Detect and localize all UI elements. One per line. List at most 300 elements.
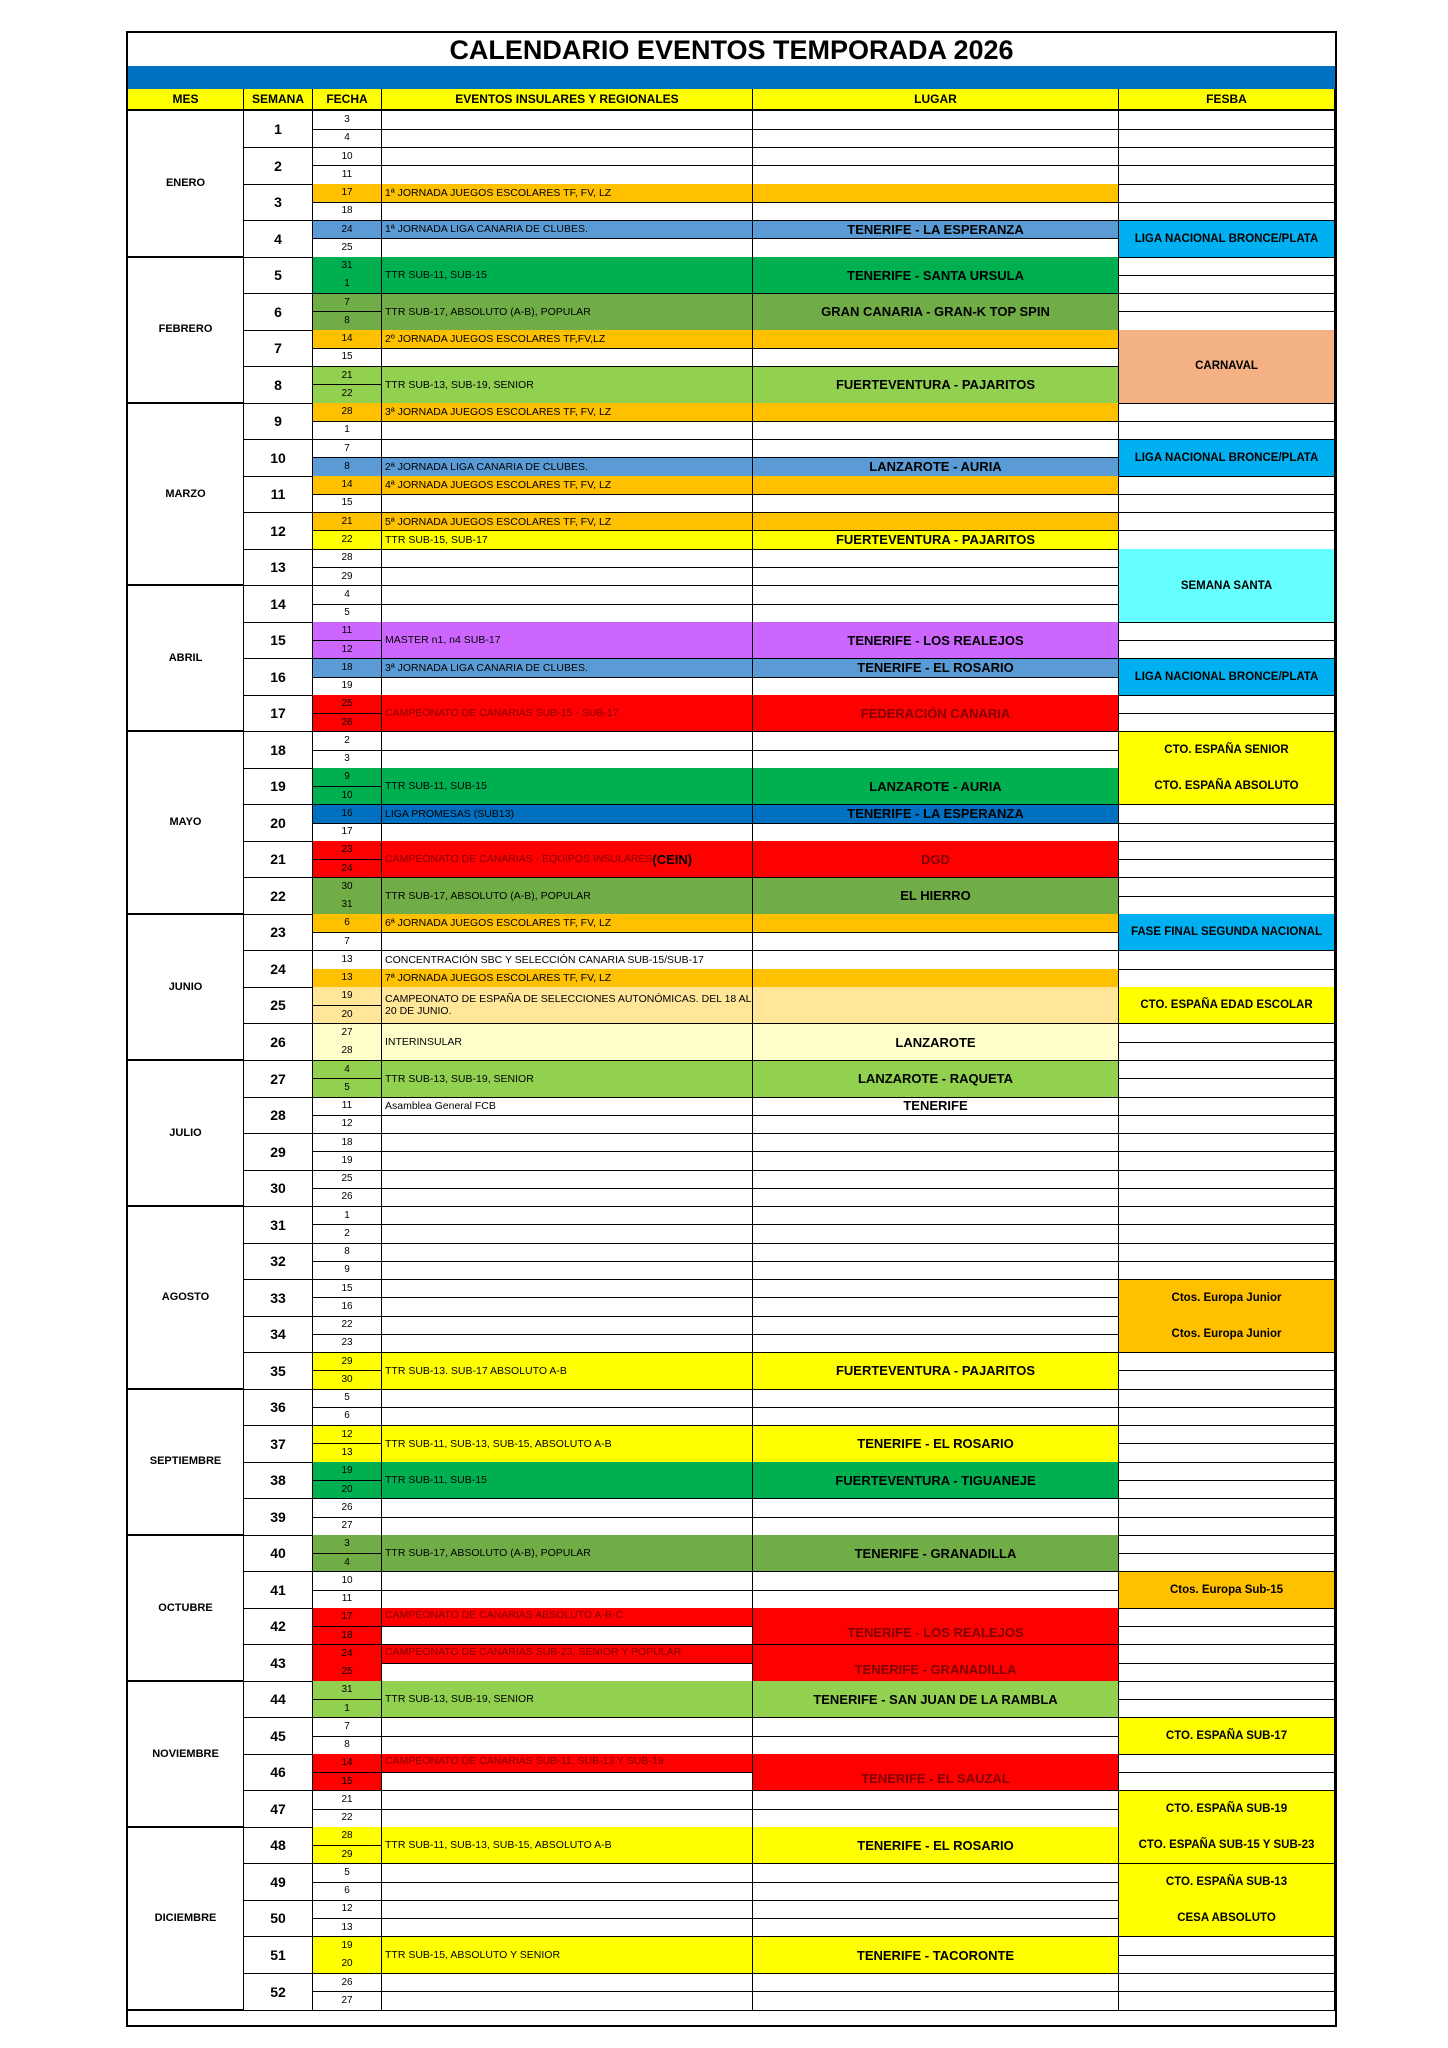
- week-number: 52: [244, 1974, 313, 2011]
- fesba-cell: LIGA NACIONAL BRONCE/PLATA: [1119, 221, 1335, 258]
- week-number: 28: [244, 1097, 313, 1134]
- week-number: 37: [244, 1426, 313, 1463]
- event-empty: [382, 1809, 753, 1828]
- event-empty: [382, 1882, 753, 1901]
- event-cell: 4ª JORNADA JUEGOS ESCOLARES TF, FV, LZ: [382, 476, 753, 495]
- fesba-empty: [1119, 129, 1335, 148]
- event-cell: TTR SUB-17, ABSOLUTO (A-B), POPULAR: [382, 878, 753, 915]
- event-empty: [382, 568, 753, 587]
- fesba-cell: SEMANA SANTA: [1119, 549, 1335, 623]
- fesba-empty: [1119, 1681, 1335, 1700]
- event-empty: [382, 1170, 753, 1189]
- event-empty: [382, 111, 753, 130]
- fesba-empty: [1119, 805, 1335, 824]
- calendar-sheet: [126, 31, 1337, 2027]
- event-cell: CONCENTRACIÓN SBC Y SELECCIÓN CANARIA SUB-15/SUB-17: [382, 951, 753, 970]
- event-cell: CAMPEONATO DE CANARIAS SUB-15 - SUB-17: [382, 695, 753, 732]
- lugar-cell: LANZAROTE - AURIA: [753, 458, 1119, 477]
- lugar-empty: [753, 568, 1119, 587]
- lugar-cell: FUERTEVENTURA - TIGUANEJE: [753, 1462, 1119, 1499]
- event-cell: TTR SUB-11, SUB-15: [382, 768, 753, 805]
- fesba-empty: [1119, 1152, 1335, 1171]
- fesba-empty: [1119, 1535, 1335, 1554]
- week-number: 4: [244, 221, 313, 258]
- date-cell: 13: [313, 969, 382, 988]
- date-cell: 7: [313, 1718, 382, 1737]
- date-cell: 10: [313, 148, 382, 167]
- fesba-empty: [1119, 1517, 1335, 1536]
- fesba-empty: [1119, 111, 1335, 130]
- lugar-empty: [753, 1590, 1119, 1609]
- month-cell: AGOSTO: [128, 1207, 244, 1390]
- date-cell: 19: [313, 1462, 382, 1481]
- date-cell: 6: [313, 914, 382, 933]
- date-cell: 5: [313, 1864, 382, 1883]
- lugar-empty: [753, 1919, 1119, 1938]
- date-cell: 31: [313, 1681, 382, 1700]
- date-cell: 22: [313, 1809, 382, 1828]
- event-cell: [382, 841, 753, 878]
- week-number: 9: [244, 403, 313, 440]
- header-semana: SEMANA: [244, 89, 313, 111]
- event-empty: [382, 1718, 753, 1737]
- event-empty: [382, 1407, 753, 1426]
- event-cell: Asamblea General FCB: [382, 1097, 753, 1116]
- date-cell: 13: [313, 951, 382, 970]
- date-cell: 1: [313, 1207, 382, 1226]
- week-number: 31: [244, 1207, 313, 1244]
- date-cell: 4: [313, 129, 382, 148]
- lugar-empty: [753, 1809, 1119, 1828]
- week-number: 16: [244, 659, 313, 696]
- lugar-empty: [753, 348, 1119, 367]
- lugar-cell: [753, 330, 1119, 349]
- lugar-cell: FUERTEVENTURA - PAJARITOS: [753, 1353, 1119, 1390]
- week-number: 20: [244, 805, 313, 842]
- event-empty: [382, 1663, 753, 1682]
- lugar-empty: [753, 1572, 1119, 1591]
- week-number: 42: [244, 1608, 313, 1645]
- date-cell: 25: [313, 1170, 382, 1189]
- date-cell: 10: [313, 787, 382, 806]
- lugar-cell: FEDERACIÓN CANARIA: [753, 695, 1119, 732]
- week-number: 13: [244, 549, 313, 586]
- date-cell: 8: [313, 458, 382, 477]
- lugar-empty: [753, 1517, 1119, 1536]
- lugar-cell: TENERIFE - SAN JUAN DE LA RAMBLA: [753, 1681, 1119, 1718]
- lugar-cell: FUERTEVENTURA - PAJARITOS: [753, 367, 1119, 404]
- lugar-empty: [753, 1170, 1119, 1189]
- date-cell: 27: [313, 1517, 382, 1536]
- lugar-empty: [753, 1389, 1119, 1408]
- date-cell: 19: [313, 987, 382, 1006]
- week-number: 22: [244, 878, 313, 915]
- fesba-empty: [1119, 896, 1335, 915]
- date-cell: 26: [313, 1974, 382, 1993]
- month-cell: ABRIL: [128, 586, 244, 733]
- fesba-empty: [1119, 257, 1335, 276]
- event-empty: [382, 1334, 753, 1353]
- event-empty: [382, 348, 753, 367]
- event-empty: [382, 1261, 753, 1280]
- date-cell: 25: [313, 1663, 382, 1682]
- date-cell: 17: [313, 1608, 382, 1627]
- lugar-empty: [753, 494, 1119, 513]
- event-empty: [382, 1864, 753, 1883]
- event-empty: [382, 549, 753, 568]
- date-cell: 12: [313, 1900, 382, 1919]
- week-number: 44: [244, 1681, 313, 1718]
- event-cell: 2ª JORNADA LIGA CANARIA DE CLUBES.: [382, 458, 753, 477]
- event-empty: [382, 823, 753, 842]
- week-number: 10: [244, 440, 313, 477]
- event-empty: [382, 494, 753, 513]
- date-cell: 9: [313, 1261, 382, 1280]
- date-cell: 15: [313, 348, 382, 367]
- week-number: 3: [244, 184, 313, 221]
- date-cell: 15: [313, 1773, 382, 1792]
- event-empty: [382, 1773, 753, 1792]
- date-cell: 3: [313, 111, 382, 130]
- lugar-cell: TENERIFE - GRANADILLA: [753, 1645, 1119, 1682]
- week-number: 18: [244, 732, 313, 769]
- fesba-cell: Ctos. Europa Sub-15: [1119, 1572, 1335, 1609]
- fesba-empty: [1119, 1645, 1335, 1664]
- date-cell: 19: [313, 1152, 382, 1171]
- date-cell: 29: [313, 1846, 382, 1865]
- date-cell: 22: [313, 531, 382, 550]
- event-cell: 6ª JORNADA JUEGOS ESCOLARES TF, FV, LZ: [382, 914, 753, 933]
- event-cell: TTR SUB-11, SUB-13, SUB-15, ABSOLUTO A-B: [382, 1827, 753, 1864]
- event-empty: [382, 1389, 753, 1408]
- date-cell: 16: [313, 805, 382, 824]
- week-number: 1: [244, 111, 313, 148]
- fesba-empty: [1119, 1134, 1335, 1153]
- week-number: 2: [244, 148, 313, 185]
- event-empty: [382, 1919, 753, 1938]
- lugar-cell: TENERIFE - SANTA URSULA: [753, 257, 1119, 294]
- date-cell: 13: [313, 1919, 382, 1938]
- fesba-empty: [1119, 1188, 1335, 1207]
- week-number: 23: [244, 914, 313, 951]
- fesba-empty: [1119, 275, 1335, 294]
- fesba-empty: [1119, 403, 1335, 422]
- event-cell: LIGA PROMESAS (SUB13): [382, 805, 753, 824]
- date-cell: 4: [313, 586, 382, 605]
- fesba-empty: [1119, 1170, 1335, 1189]
- week-number: 39: [244, 1499, 313, 1536]
- event-cell: MASTER n1, n4 SUB-17: [382, 622, 753, 659]
- week-number: 34: [244, 1316, 313, 1353]
- fesba-empty: [1119, 969, 1335, 988]
- week-number: 26: [244, 1024, 313, 1061]
- lugar-cell: TENERIFE - LA ESPERANZA: [753, 221, 1119, 240]
- week-number: 24: [244, 951, 313, 988]
- lugar-empty: [753, 111, 1119, 130]
- event-cell-emphasis: (CEIN): [652, 851, 693, 867]
- event-empty: [382, 202, 753, 221]
- date-cell: 26: [313, 1188, 382, 1207]
- fesba-empty: [1119, 1407, 1335, 1426]
- fesba-empty: [1119, 1042, 1335, 1061]
- date-cell: 5: [313, 1389, 382, 1408]
- date-cell: 24: [313, 1645, 382, 1664]
- date-cell: 21: [313, 1791, 382, 1810]
- fesba-cell: CTO. ESPAÑA SUB-19: [1119, 1791, 1335, 1828]
- lugar-empty: [753, 823, 1119, 842]
- lugar-empty: [753, 586, 1119, 605]
- lugar-cell: TENERIFE - GRANADILLA: [753, 1535, 1119, 1572]
- fesba-empty: [1119, 695, 1335, 714]
- lugar-empty: [753, 1334, 1119, 1353]
- fesba-cell: FASE FINAL SEGUNDA NACIONAL: [1119, 914, 1335, 951]
- date-cell: 12: [313, 1426, 382, 1445]
- fesba-empty: [1119, 1389, 1335, 1408]
- lugar-empty: [753, 1261, 1119, 1280]
- event-empty: [382, 129, 753, 148]
- week-number: 15: [244, 622, 313, 659]
- event-empty: [382, 1627, 753, 1646]
- week-number: 40: [244, 1535, 313, 1572]
- lugar-empty: [753, 1882, 1119, 1901]
- lugar-empty: [753, 1207, 1119, 1226]
- lugar-empty: [753, 1736, 1119, 1755]
- date-cell: 15: [313, 494, 382, 513]
- event-empty: [382, 1572, 753, 1591]
- event-cell: 2º JORNADA JUEGOS ESCOLARES TF,FV,LZ: [382, 330, 753, 349]
- lugar-cell: TENERIFE - EL ROSARIO: [753, 1426, 1119, 1463]
- lugar-cell: TENERIFE - EL ROSARIO: [753, 659, 1119, 678]
- fesba-cell: CARNAVAL: [1119, 330, 1335, 404]
- lugar-empty: [753, 1974, 1119, 1993]
- lugar-cell: [753, 951, 1119, 970]
- event-cell-text: CAMPEONATO DE CANARIAS - EQUIPOS INSULARES: [385, 853, 653, 866]
- fesba-empty: [1119, 312, 1335, 331]
- fesba-empty: [1119, 1225, 1335, 1244]
- lugar-cell: TENERIFE - EL ROSARIO: [753, 1827, 1119, 1864]
- event-cell: TTR SUB-13, SUB-19, SENIOR: [382, 367, 753, 404]
- date-cell: 11: [313, 622, 382, 641]
- month-cell: JUNIO: [128, 914, 244, 1061]
- date-cell: 29: [313, 1353, 382, 1372]
- date-cell: 6: [313, 1882, 382, 1901]
- header-fecha: FECHA: [313, 89, 382, 111]
- fesba-cell: CTO. ESPAÑA SUB-15 Y SUB-23: [1119, 1827, 1335, 1864]
- event-cell: CAMPEONATO DE CANARIAS ABSOLUTO A-B-C: [382, 1608, 753, 1627]
- fesba-cell: CTO. ESPAÑA SUB-17: [1119, 1718, 1335, 1755]
- lugar-empty: [753, 732, 1119, 751]
- lugar-cell: LANZAROTE: [753, 1024, 1119, 1061]
- fesba-empty: [1119, 1481, 1335, 1500]
- lugar-cell: TENERIFE - LOS REALEJOS: [753, 1608, 1119, 1645]
- fesba-empty: [1119, 294, 1335, 313]
- fesba-empty: [1119, 148, 1335, 167]
- lugar-cell: TENERIFE - TACORONTE: [753, 1937, 1119, 1974]
- event-cell: TTR SUB-13, SUB-19, SENIOR: [382, 1061, 753, 1098]
- date-cell: 5: [313, 604, 382, 623]
- event-empty: [382, 1152, 753, 1171]
- fesba-empty: [1119, 166, 1335, 185]
- month-cell: DICIEMBRE: [128, 1827, 244, 2010]
- date-cell: 29: [313, 568, 382, 587]
- fesba-cell: LIGA NACIONAL BRONCE/PLATA: [1119, 440, 1335, 477]
- date-cell: 9: [313, 768, 382, 787]
- lugar-empty: [753, 1499, 1119, 1518]
- date-cell: 28: [313, 549, 382, 568]
- week-number: 41: [244, 1572, 313, 1609]
- lugar-cell: [753, 987, 1119, 1024]
- lugar-cell: DGD: [753, 841, 1119, 878]
- lugar-empty: [753, 1225, 1119, 1244]
- fesba-empty: [1119, 1937, 1335, 1956]
- header-lugar: LUGAR: [753, 89, 1119, 111]
- date-cell: 31: [313, 896, 382, 915]
- fesba-empty: [1119, 1462, 1335, 1481]
- month-cell: OCTUBRE: [128, 1535, 244, 1682]
- lugar-empty: [753, 1718, 1119, 1737]
- lugar-cell: TENERIFE: [753, 1097, 1119, 1116]
- date-cell: 17: [313, 184, 382, 203]
- event-empty: [382, 1590, 753, 1609]
- fesba-empty: [1119, 1079, 1335, 1098]
- date-cell: 25: [313, 239, 382, 258]
- fesba-empty: [1119, 421, 1335, 440]
- date-cell: 30: [313, 1371, 382, 1390]
- week-number: 36: [244, 1389, 313, 1426]
- date-cell: 14: [313, 476, 382, 495]
- week-number: 50: [244, 1900, 313, 1937]
- month-cell: MARZO: [128, 403, 244, 586]
- lugar-empty: [753, 1298, 1119, 1317]
- event-cell: 1ª JORNADA JUEGOS ESCOLARES TF, FV, LZ: [382, 184, 753, 203]
- fesba-empty: [1119, 860, 1335, 879]
- week-number: 14: [244, 586, 313, 623]
- month-cell: FEBRERO: [128, 257, 244, 404]
- event-cell: TTR SUB-17, ABSOLUTO (A-B), POPULAR: [382, 294, 753, 331]
- fesba-empty: [1119, 823, 1335, 842]
- date-cell: 3: [313, 750, 382, 769]
- event-empty: [382, 1517, 753, 1536]
- fesba-empty: [1119, 1261, 1335, 1280]
- event-cell: TTR SUB-17, ABSOLUTO (A-B), POPULAR: [382, 1535, 753, 1572]
- fesba-empty: [1119, 878, 1335, 897]
- date-cell: 14: [313, 330, 382, 349]
- date-cell: 12: [313, 641, 382, 660]
- week-number: 45: [244, 1718, 313, 1755]
- fesba-empty: [1119, 1024, 1335, 1043]
- header-mes: MES: [128, 89, 244, 111]
- lugar-empty: [753, 166, 1119, 185]
- event-empty: [382, 166, 753, 185]
- fesba-empty: [1119, 1115, 1335, 1134]
- lugar-empty: [753, 1900, 1119, 1919]
- date-cell: 20: [313, 1481, 382, 1500]
- week-number: 43: [244, 1645, 313, 1682]
- event-empty: [382, 677, 753, 696]
- event-cell: CAMPEONATO DE CANARIAS SUB-23, SENIOR Y POPULAR: [382, 1645, 753, 1664]
- date-cell: 25: [313, 695, 382, 714]
- fesba-empty: [1119, 1955, 1335, 1974]
- fesba-cell: CTO. ESPAÑA EDAD ESCOLAR: [1119, 987, 1335, 1024]
- week-number: 48: [244, 1827, 313, 1864]
- date-cell: 24: [313, 860, 382, 879]
- lugar-cell: [753, 184, 1119, 203]
- event-empty: [382, 604, 753, 623]
- date-cell: 22: [313, 385, 382, 404]
- fesba-empty: [1119, 1353, 1335, 1372]
- week-number: 47: [244, 1791, 313, 1828]
- date-cell: 18: [313, 202, 382, 221]
- date-cell: 7: [313, 294, 382, 313]
- week-number: 51: [244, 1937, 313, 1974]
- lugar-empty: [753, 239, 1119, 258]
- week-number: 19: [244, 768, 313, 805]
- date-cell: 28: [313, 403, 382, 422]
- date-cell: 11: [313, 1590, 382, 1609]
- event-empty: [382, 1207, 753, 1226]
- date-cell: 2: [313, 1225, 382, 1244]
- date-cell: 23: [313, 841, 382, 860]
- event-cell: 1ª JORNADA LIGA CANARIA DE CLUBES.: [382, 221, 753, 240]
- fesba-cell: CTO. ESPAÑA ABSOLUTO: [1119, 768, 1335, 805]
- week-number: 17: [244, 695, 313, 732]
- fesba-cell: Ctos. Europa Junior: [1119, 1316, 1335, 1353]
- week-number: 11: [244, 476, 313, 513]
- fesba-empty: [1119, 476, 1335, 495]
- lugar-cell: FUERTEVENTURA - PAJARITOS: [753, 531, 1119, 550]
- page-title: CALENDARIO EVENTOS TEMPORADA 2026: [449, 35, 1014, 65]
- week-number: 30: [244, 1170, 313, 1207]
- fesba-empty: [1119, 531, 1335, 550]
- week-number: 12: [244, 513, 313, 550]
- event-empty: [382, 1115, 753, 1134]
- date-cell: 16: [313, 1298, 382, 1317]
- date-cell: 20: [313, 1006, 382, 1025]
- event-cell: 7ª JORNADA JUEGOS ESCOLARES TF, FV, LZ: [382, 969, 753, 988]
- fesba-empty: [1119, 1554, 1335, 1573]
- event-empty: [382, 586, 753, 605]
- date-cell: 19: [313, 677, 382, 696]
- lugar-empty: [753, 129, 1119, 148]
- date-cell: 23: [313, 1334, 382, 1353]
- date-cell: 2: [313, 732, 382, 751]
- lugar-empty: [753, 421, 1119, 440]
- week-number: 6: [244, 294, 313, 331]
- fesba-empty: [1119, 1754, 1335, 1773]
- lugar-empty: [753, 933, 1119, 952]
- lugar-cell: LANZAROTE - AURIA: [753, 768, 1119, 805]
- event-empty: [382, 1900, 753, 1919]
- date-cell: 8: [313, 1243, 382, 1262]
- week-number: 8: [244, 367, 313, 404]
- fesba-empty: [1119, 1627, 1335, 1646]
- lugar-empty: [753, 1115, 1119, 1134]
- event-empty: [382, 1791, 753, 1810]
- date-cell: 8: [313, 312, 382, 331]
- event-cell: TTR SUB-11, SUB-15: [382, 257, 753, 294]
- date-cell: 31: [313, 257, 382, 276]
- date-cell: 15: [313, 1280, 382, 1299]
- date-cell: 14: [313, 1754, 382, 1773]
- date-cell: 30: [313, 878, 382, 897]
- week-number: 7: [244, 330, 313, 367]
- date-cell: 20: [313, 1955, 382, 1974]
- date-cell: 28: [313, 1042, 382, 1061]
- week-number: 49: [244, 1864, 313, 1901]
- fesba-empty: [1119, 1992, 1335, 2011]
- event-cell: 5ª JORNADA JUEGOS ESCOLARES TF, FV, LZ: [382, 513, 753, 532]
- month-cell: ENERO: [128, 111, 244, 258]
